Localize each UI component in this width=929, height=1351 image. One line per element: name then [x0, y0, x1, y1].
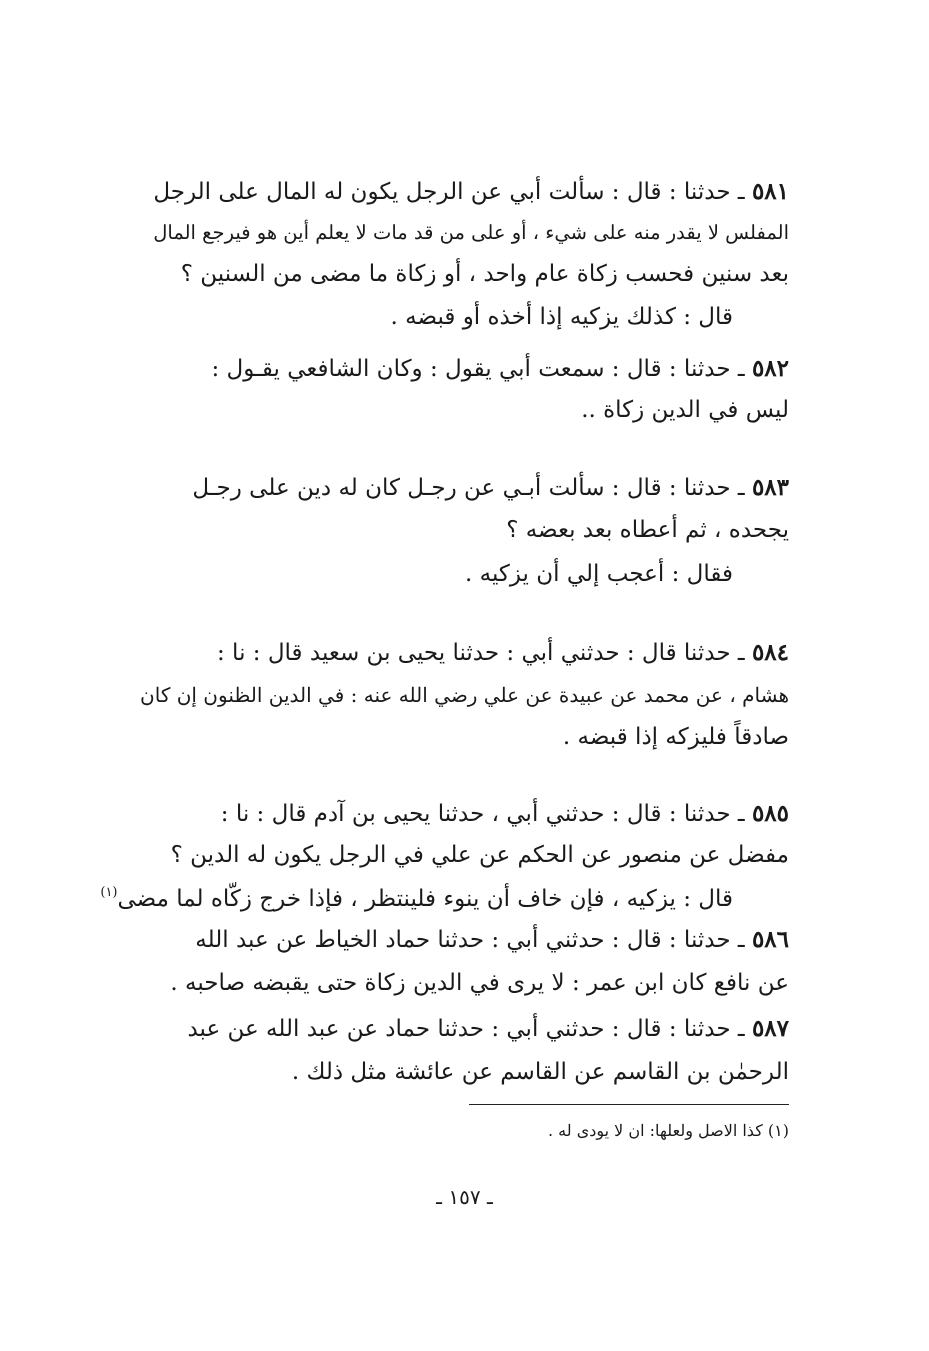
entry-586-line-1: ٥٨٦ ـ حدثنا : قال : حدثني أبي : حدثنا حماد الخياط عن عبد الله: [195, 926, 789, 953]
entry-number: ٥٨١: [751, 178, 789, 205]
entry-587-line-2: الرحمٰن بن القاسم عن القاسم عن عائشة مثل ذلك .: [291, 1059, 789, 1085]
entry-number: ٥٨٢: [751, 355, 789, 382]
entry-581-line-3: بعد سنين فحسب زكاة عام واحد ، أو زكاة ما مضى من السنين ؟: [180, 261, 789, 287]
entry-583-line-2: يجحده ، ثم أعطاه بعد بعضه ؟: [506, 517, 789, 543]
entry-581-line-4: قال : كذلك يزكيه إذا أخذه أو قبضه .: [390, 304, 733, 330]
entry-585-line-1: ٥٨٥ ـ حدثنا : قال : حدثني أبي ، حدثنا يحيى بن آدم قال : نا :: [220, 800, 789, 827]
entry-586-line-2: عن نافع كان ابن عمر : لا يرى في الدين زكاة حتى يقبضه صاحبه .: [170, 970, 789, 996]
entry-584-line-1: ٥٨٤ ـ حدثنا قال : حدثني أبي : حدثنا يحيى بن سعيد قال : نا :: [217, 639, 789, 666]
entry-583-line-1: ٥٨٣ ـ حدثنا : قال : سألت أبـي عن رجـل كان له دين على رجـل: [192, 474, 789, 501]
entry-585-line-2: مفضل عن منصور عن الحكم عن علي في الرجل يكون له الدين ؟: [170, 842, 789, 868]
footnote: (١) كذا الاصل ولعلها: ان لا يودى له .: [548, 1121, 789, 1140]
entry-584-line-2: هشام ، عن محمد عن عبيدة عن علي رضي الله عنه : في الدين الظنون إن كان: [140, 683, 789, 707]
entry-number: ٥٨٥: [751, 800, 789, 827]
entry-581-line-1: ٥٨١ ـ حدثنا : قال : سألت أبي عن الرجل يكون له المال على الرجل: [153, 178, 789, 205]
footnote-divider: [469, 1104, 789, 1105]
entry-number: ٥٨٧: [751, 1015, 789, 1042]
entry-585-line-3: قال : يزكيه ، فإن خاف أن ينوء فلينتظر ، فإذا خرج زكّاه لما مضى$^{(١)}$: [100, 885, 733, 912]
page-number: ـ ١٥٧ ـ: [436, 1185, 493, 1209]
entry-number: ٥٨٤: [751, 639, 789, 666]
entry-583-line-3: فقال : أعجب إلي أن يزكيه .: [465, 561, 733, 587]
entry-582-line-1: ٥٨٢ ـ حدثنا : قال : سمعت أبي يقول : وكان الشافعي يقـول :: [211, 355, 789, 382]
entry-584-line-3: صادقاً فليزكه إذا قبضه .: [562, 724, 789, 750]
entry-number: ٥٨٣: [751, 474, 789, 501]
entry-581-line-2: المفلس لا يقدر منه على شيء ، أو على من قد مات لا يعلم أين هو فيرجع المال: [153, 221, 789, 244]
entry-number: ٥٨٦: [751, 926, 789, 953]
entry-587-line-1: ٥٨٧ ـ حدثنا : قال : حدثني أبي : حدثنا حماد عن عبد الله عن عبد: [187, 1015, 789, 1042]
entry-582-line-2: ليس في الدين زكاة ..: [581, 397, 789, 423]
footnote-reference: (١): [100, 885, 118, 900]
